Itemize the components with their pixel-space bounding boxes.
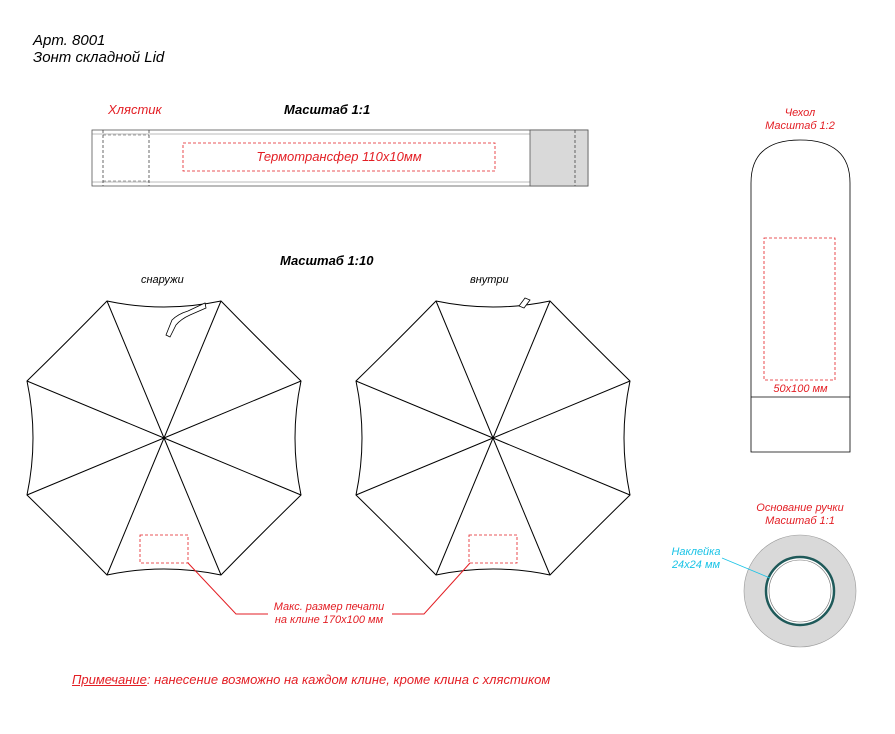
cover-drawing [751,140,850,452]
strap-tip [530,130,588,186]
outside-label: снаружи [141,274,184,286]
note [72,672,550,687]
inside-label: внутри [470,274,509,286]
cover-title: Чехол [784,107,816,119]
note-label: Примечание [72,672,147,687]
sticker-size: 24х24 мм [671,559,721,571]
handle-base-title: Основание ручки [756,502,844,514]
cover-scale: Масштаб 1:2 [765,120,835,132]
umbrella-inside [356,298,630,575]
note-text: : нанесение возможно на каждом клине, кроме клина с хлястиком [146,672,551,687]
cover-print-size: 50х100 мм [773,383,828,395]
handle-base-inner-ring [766,557,834,625]
article-number: Арт. 8001 [33,32,106,49]
max-print-size-line2: на клине 170х100 мм [274,614,384,626]
handle-base-drawing [722,535,856,647]
max-print-size-line1: Макс. размер печати [273,601,385,613]
umbrella-outside [27,301,301,575]
product-name: Зонт складной Lid [33,49,165,66]
strap-scale: Масштаб 1:1 [284,102,371,117]
sticker-label: Наклейка [671,546,721,558]
cover-outline [751,140,850,452]
strap-print-label: Термотрансфер 110х10мм [256,149,422,164]
canopy-scale: Масштаб 1:10 [280,253,374,268]
strap-label: Хлястик [108,102,162,117]
handle-base-scale: Масштаб 1:1 [765,515,835,527]
